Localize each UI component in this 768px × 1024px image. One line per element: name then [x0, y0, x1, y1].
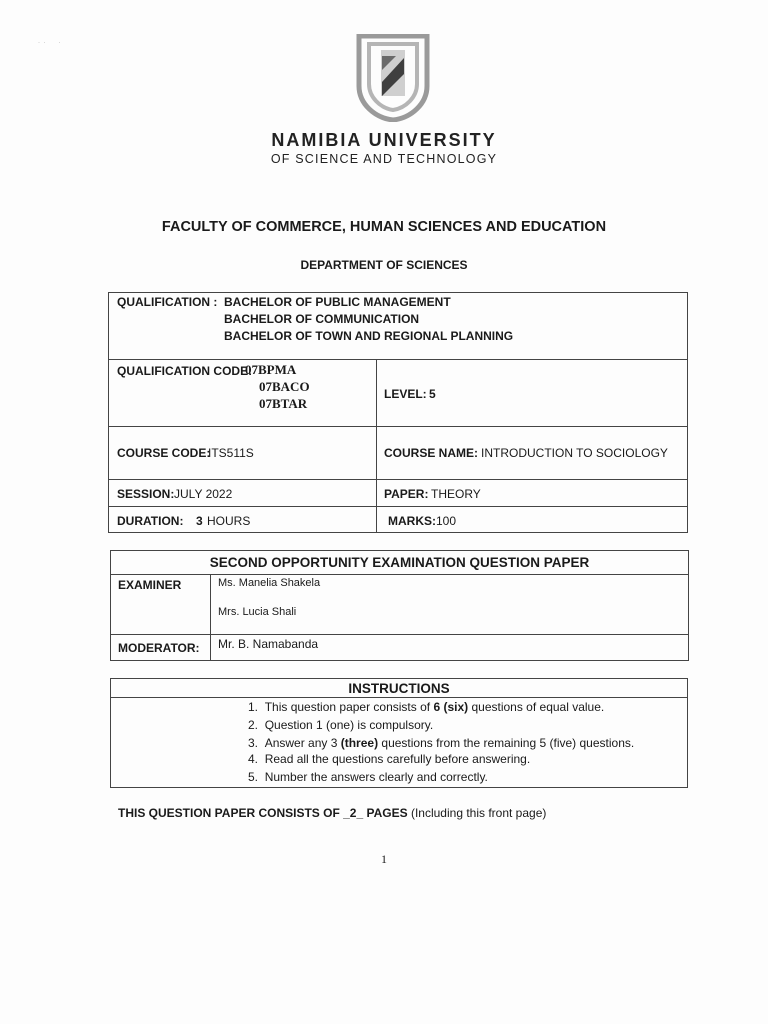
instruction-text: Read all the questions carefully before answering.: [264, 752, 531, 766]
examiner-label: EXAMINER: [118, 578, 182, 592]
instruction-number: 5.: [248, 770, 259, 784]
instructions-title: INSTRUCTIONS: [348, 681, 450, 696]
divider: [110, 697, 688, 698]
qualification-label: QUALIFICATION :: [117, 295, 218, 309]
faculty-heading: FACULTY OF COMMERCE, HUMAN SCIENCES AND EDUCATION: [161, 219, 607, 235]
instruction-item: [248, 700, 604, 714]
paper-value: THEORY: [431, 487, 481, 501]
instruction-text: Answer any 3: [264, 736, 341, 750]
marks-label: MARKS:: [388, 514, 436, 528]
qualification-line: BACHELOR OF COMMUNICATION: [224, 312, 420, 326]
course-name-label: COURSE NAME:: [384, 446, 479, 460]
level-value: 5: [429, 387, 436, 401]
exam-title: SECOND OPPORTUNITY EXAMINATION QUESTION PAPER: [209, 555, 590, 570]
examiner-name: Ms. Manelia Shakela: [218, 577, 321, 589]
divider: [108, 359, 688, 360]
course-code-value: ITS511S: [208, 446, 254, 460]
qualification-line: BACHELOR OF TOWN AND REGIONAL PLANNING: [224, 329, 514, 343]
moderator-label: MODERATOR:: [118, 641, 200, 655]
instruction-text: Question 1 (one) is compulsory.: [264, 718, 434, 732]
instruction-text: questions from the remaining 5 (five) questions.: [378, 736, 635, 750]
instruction-emphasis: (three): [340, 736, 379, 750]
scan-specks: · · ·: [38, 40, 61, 46]
duration-unit: HOURS: [207, 514, 251, 528]
qualification-line: BACHELOR OF PUBLIC MANAGEMENT: [224, 295, 451, 309]
instruction-item: [248, 770, 488, 784]
instruction-emphasis: 6 (six): [433, 700, 469, 714]
session-value: JULY 2022: [174, 487, 233, 501]
page-number: 1: [381, 852, 387, 866]
session-label: SESSION:: [117, 487, 175, 501]
page-count-note: [118, 806, 546, 820]
divider: [110, 574, 689, 575]
instruction-item: [248, 718, 433, 732]
page-count-bold: THIS QUESTION PAPER CONSISTS OF _2_ PAGES: [118, 806, 408, 820]
qualification-code: 07BPMA: [245, 362, 297, 377]
university-logo-icon: [351, 34, 435, 122]
course-code-label: COURSE CODE:: [117, 446, 211, 460]
qualification-code: 07BTAR: [259, 396, 308, 411]
instruction-text: questions of equal value.: [468, 700, 605, 714]
qualification-code-label: QUALIFICATION CODE:: [117, 364, 253, 378]
marks-value: 100: [436, 514, 457, 528]
duration-label: DURATION:: [117, 514, 184, 528]
divider: [108, 426, 688, 427]
university-subname: OF SCIENCE AND TECHNOLOGY: [270, 152, 498, 166]
instruction-item: [248, 736, 634, 750]
page-count-normal: (Including this front page): [407, 806, 547, 820]
paper-label: PAPER:: [384, 487, 429, 501]
instruction-number: 4.: [248, 752, 259, 766]
department-heading: DEPARTMENT OF SCIENCES: [300, 258, 468, 272]
divider: [210, 574, 211, 661]
instruction-number: 1.: [248, 700, 259, 714]
divider: [108, 506, 688, 507]
course-name-value: INTRODUCTION TO SOCIOLOGY: [481, 446, 668, 460]
level-label: LEVEL:: [384, 387, 427, 401]
divider: [110, 634, 689, 635]
qualification-code: 07BACO: [259, 379, 310, 394]
instruction-text: This question paper consists of: [264, 700, 434, 714]
divider: [108, 479, 688, 480]
duration-value: 3: [196, 514, 203, 528]
instruction-item: [248, 752, 530, 766]
instruction-number: 2.: [248, 718, 259, 732]
divider: [376, 359, 377, 533]
university-name: NAMIBIA UNIVERSITY: [271, 130, 497, 150]
instruction-text: Number the answers clearly and correctly.: [264, 770, 488, 784]
instruction-number: 3.: [248, 736, 259, 750]
moderator-name: Mr. B. Namabanda: [218, 637, 319, 651]
examiner-name: Mrs. Lucia Shali: [218, 606, 297, 618]
